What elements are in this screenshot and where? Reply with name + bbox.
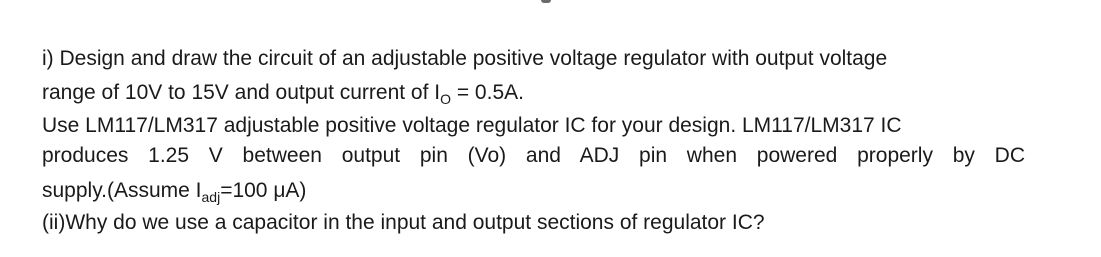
- question-part1-line2: range of 10V to 15V and output current of $I_O = 0.5A$.: [42, 81, 524, 107]
- question-part1-line3: Use LM117/LM317 adjustable positive voltage regulator IC for your design. LM117/LM317 IC: [42, 114, 902, 137]
- question-part1-line4: produces 1.25 V between output pin (Vo) and ADJ pin when powered properly by DC: [42, 144, 1025, 167]
- adj-current-subscript: adj: [201, 189, 221, 205]
- page-top-mark: [541, 0, 551, 3]
- question-part1-line1: i) Design and draw the circuit of an adjustable positive voltage regulator with output voltage: [42, 47, 888, 70]
- question-part1-line5: supply.(Assume $I_{adj}=100$ μA): [42, 179, 307, 205]
- question-part2-line1: (ii)Why do we use a capacitor in the input and output sections of regulator IC?: [42, 211, 765, 234]
- output-current-subscript: O: [440, 91, 451, 107]
